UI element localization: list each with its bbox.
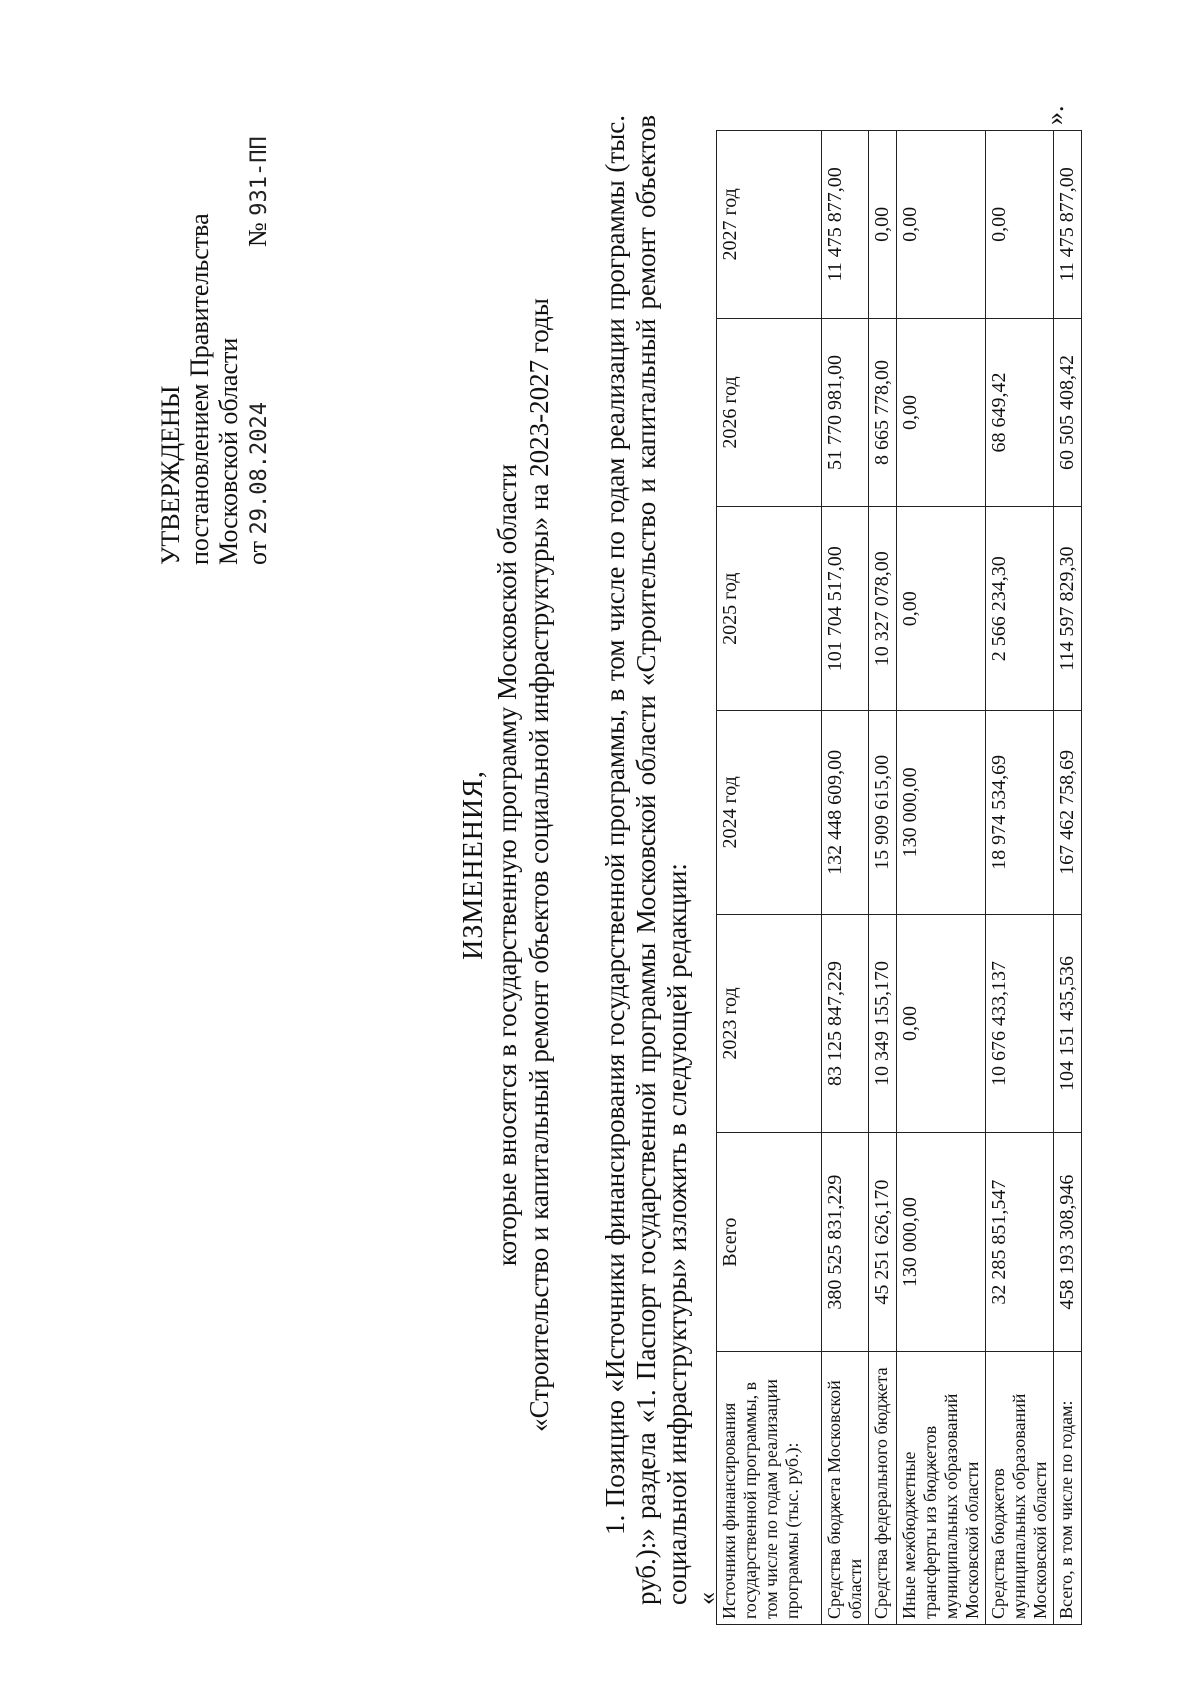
row-source: Средства бюджетов муниципальных образований Московской области [986,1352,1054,1625]
row-source: Иные межбюджетные трансферты из бюджетов муниципальных образований Московской области [897,1352,986,1625]
date-prefix: от [243,540,272,565]
row-2023: 0,00 [897,914,986,1133]
row-2026: 8 665 778,00 [869,318,897,507]
row-2024: 15 909 615,00 [869,711,897,915]
row-2024: 18 974 534,69 [986,711,1054,915]
approval-stamp [156,95,274,565]
number-prefix: № [243,222,272,247]
header-2027: 2027 год [717,131,822,319]
approval-date-row [243,95,274,565]
row-2026: 68 649,42 [986,318,1054,507]
header-2025: 2025 год [717,507,822,711]
header-total: Всего [717,1133,822,1352]
table-header-row [717,131,822,1625]
row-source: Средства федерального бюджета [869,1352,897,1625]
row-total: 380 525 831,229 [822,1133,869,1352]
financing-table [716,130,1082,1625]
row-2026: 51 770 981,00 [822,318,869,507]
table-row [822,131,869,1625]
row-total: 32 285 851,547 [986,1133,1054,1352]
row-2025: 10 327 078,00 [869,507,897,711]
row-2027: 0,00 [869,131,897,319]
document-subtitle-2: «Строительство и капитальный ремонт объектов социальной инфраструктуры» на 2023-2027 годы [524,298,554,1432]
row-source: Всего, в том числе по годам: [1054,1352,1082,1625]
approval-number: 931-ПП [247,136,272,216]
open-quote: « [692,1592,721,1605]
header-2023: 2023 год [717,914,822,1133]
approval-line-1: УТВЕРЖДЕНЫ [156,385,185,565]
row-2024: 167 462 758,69 [1054,711,1082,915]
row-source: Средства бюджета Московской области [822,1352,869,1625]
row-2023: 104 151 435,536 [1054,914,1082,1133]
row-2025: 114 597 829,30 [1054,507,1082,711]
document-subtitle-1: которые вносятся в государственную программу Московской области [492,463,522,1267]
row-total: 458 193 308,946 [1054,1133,1082,1352]
header-2024: 2024 год [717,711,822,915]
row-2024: 132 448 609,00 [822,711,869,915]
row-2027: 0,00 [986,131,1054,319]
row-2025: 0,00 [897,507,986,711]
row-2023: 10 349 155,170 [869,914,897,1133]
document-title: ИЗМЕНЕНИЯ, [458,770,489,960]
approval-number-group [243,136,274,247]
paragraph-text: 1. Позицию «Источники финансирования государственной программы, в том числе по годам реализации программы (тыс. руб.):» раздела «1. Паспорт государственной программы Московской области «Строительство и капитальный ремонт объектов социальной инфраструктуры» изложить в следующей редакции: [600,115,692,1605]
approval-date: 29.08.2024 [247,402,272,535]
table-row-total [1054,131,1082,1625]
approval-line-3: Московской области [214,337,243,565]
row-total: 45 251 626,170 [869,1133,897,1352]
row-total: 130 000,00 [897,1133,986,1352]
row-2026: 60 505 408,42 [1054,318,1082,507]
row-2027: 11 475 877,00 [1054,131,1082,319]
row-2023: 10 676 433,137 [986,914,1054,1133]
row-2027: 0,00 [897,131,986,319]
approval-line-2: постановлением Правительства [185,213,214,565]
row-2027: 11 475 877,00 [822,131,869,319]
row-2025: 101 704 517,00 [822,507,869,711]
row-2026: 0,00 [897,318,986,507]
table-row [897,131,986,1625]
document-page [40,65,1170,1665]
row-2024: 130 000,00 [897,711,986,915]
row-2023: 83 125 847,229 [822,914,869,1133]
row-2025: 2 566 234,30 [986,507,1054,711]
header-2026: 2026 год [717,318,822,507]
amendment-paragraph [600,115,693,1605]
header-source: Источники финансирования государственной программы, в том числе по годам реализации программы (тыс. руб.): [717,1352,822,1625]
table-row [869,131,897,1625]
close-quote: ». [1040,105,1069,125]
table-row [986,131,1054,1625]
